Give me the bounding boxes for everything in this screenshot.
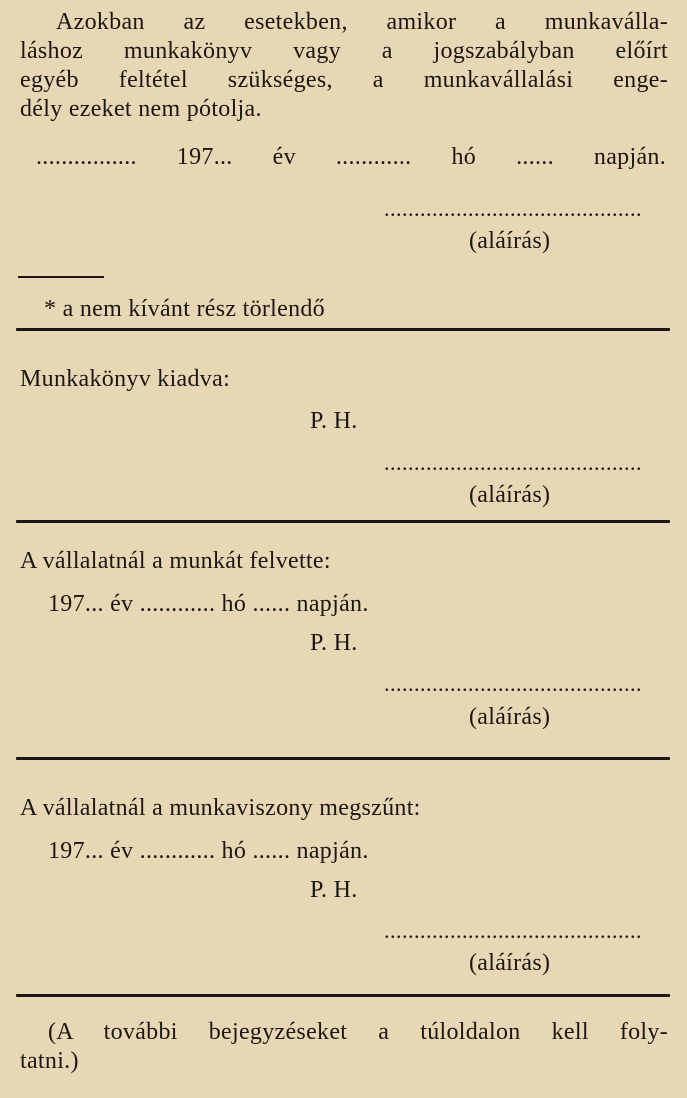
- footnote-separator: [18, 276, 104, 278]
- footnote: * a nem kívánt rész törlendő: [44, 296, 325, 322]
- section-title-hired: A vállalatnál a munkát felvette:: [20, 548, 331, 574]
- date-line: ................ 197... év ............ hó ...... napján.: [36, 144, 666, 170]
- signature-line: ...........................................: [384, 450, 642, 475]
- signature-label: (aláírás): [469, 228, 551, 254]
- section-divider: [16, 328, 670, 331]
- intro-line: egyéb feltétel szükséges, a munkavállalási enge-: [20, 67, 668, 93]
- section-divider: [16, 757, 670, 760]
- note-line: (A további bejegyzéseket a túloldalon kell foly-: [48, 1019, 668, 1045]
- intro-line: Azokban az esetekben, amikor a munkaválla-: [56, 9, 668, 35]
- intro-line: láshoz munkakönyv vagy a jogszabályban előírt: [20, 38, 668, 64]
- section-title-issued: Munkakönyv kiadva:: [20, 366, 231, 392]
- stamp-placeholder: P. H.: [310, 630, 358, 656]
- intro-paragraph: [20, 8, 668, 124]
- section-divider: [16, 994, 670, 997]
- signature-line: ...........................................: [384, 918, 642, 943]
- stamp-placeholder: P. H.: [310, 877, 358, 903]
- date-line: 197... év ............ hó ...... napján.: [48, 591, 369, 617]
- signature-line: ...........................................: [384, 196, 642, 221]
- section-title-ended: A vállalatnál a munkaviszony megszűnt:: [20, 795, 421, 821]
- signature-label: (aláírás): [469, 704, 551, 730]
- note-line: tatni.): [20, 1048, 79, 1074]
- intro-line: dély ezeket nem pótolja.: [20, 96, 262, 122]
- date-line: 197... év ............ hó ...... napján.: [48, 838, 369, 864]
- signature-line: ...........................................: [384, 671, 642, 696]
- signature-label: (aláírás): [469, 482, 551, 508]
- continuation-note: [20, 1018, 668, 1076]
- signature-label: (aláírás): [469, 950, 551, 976]
- section-divider: [16, 520, 670, 523]
- stamp-placeholder: P. H.: [310, 408, 358, 434]
